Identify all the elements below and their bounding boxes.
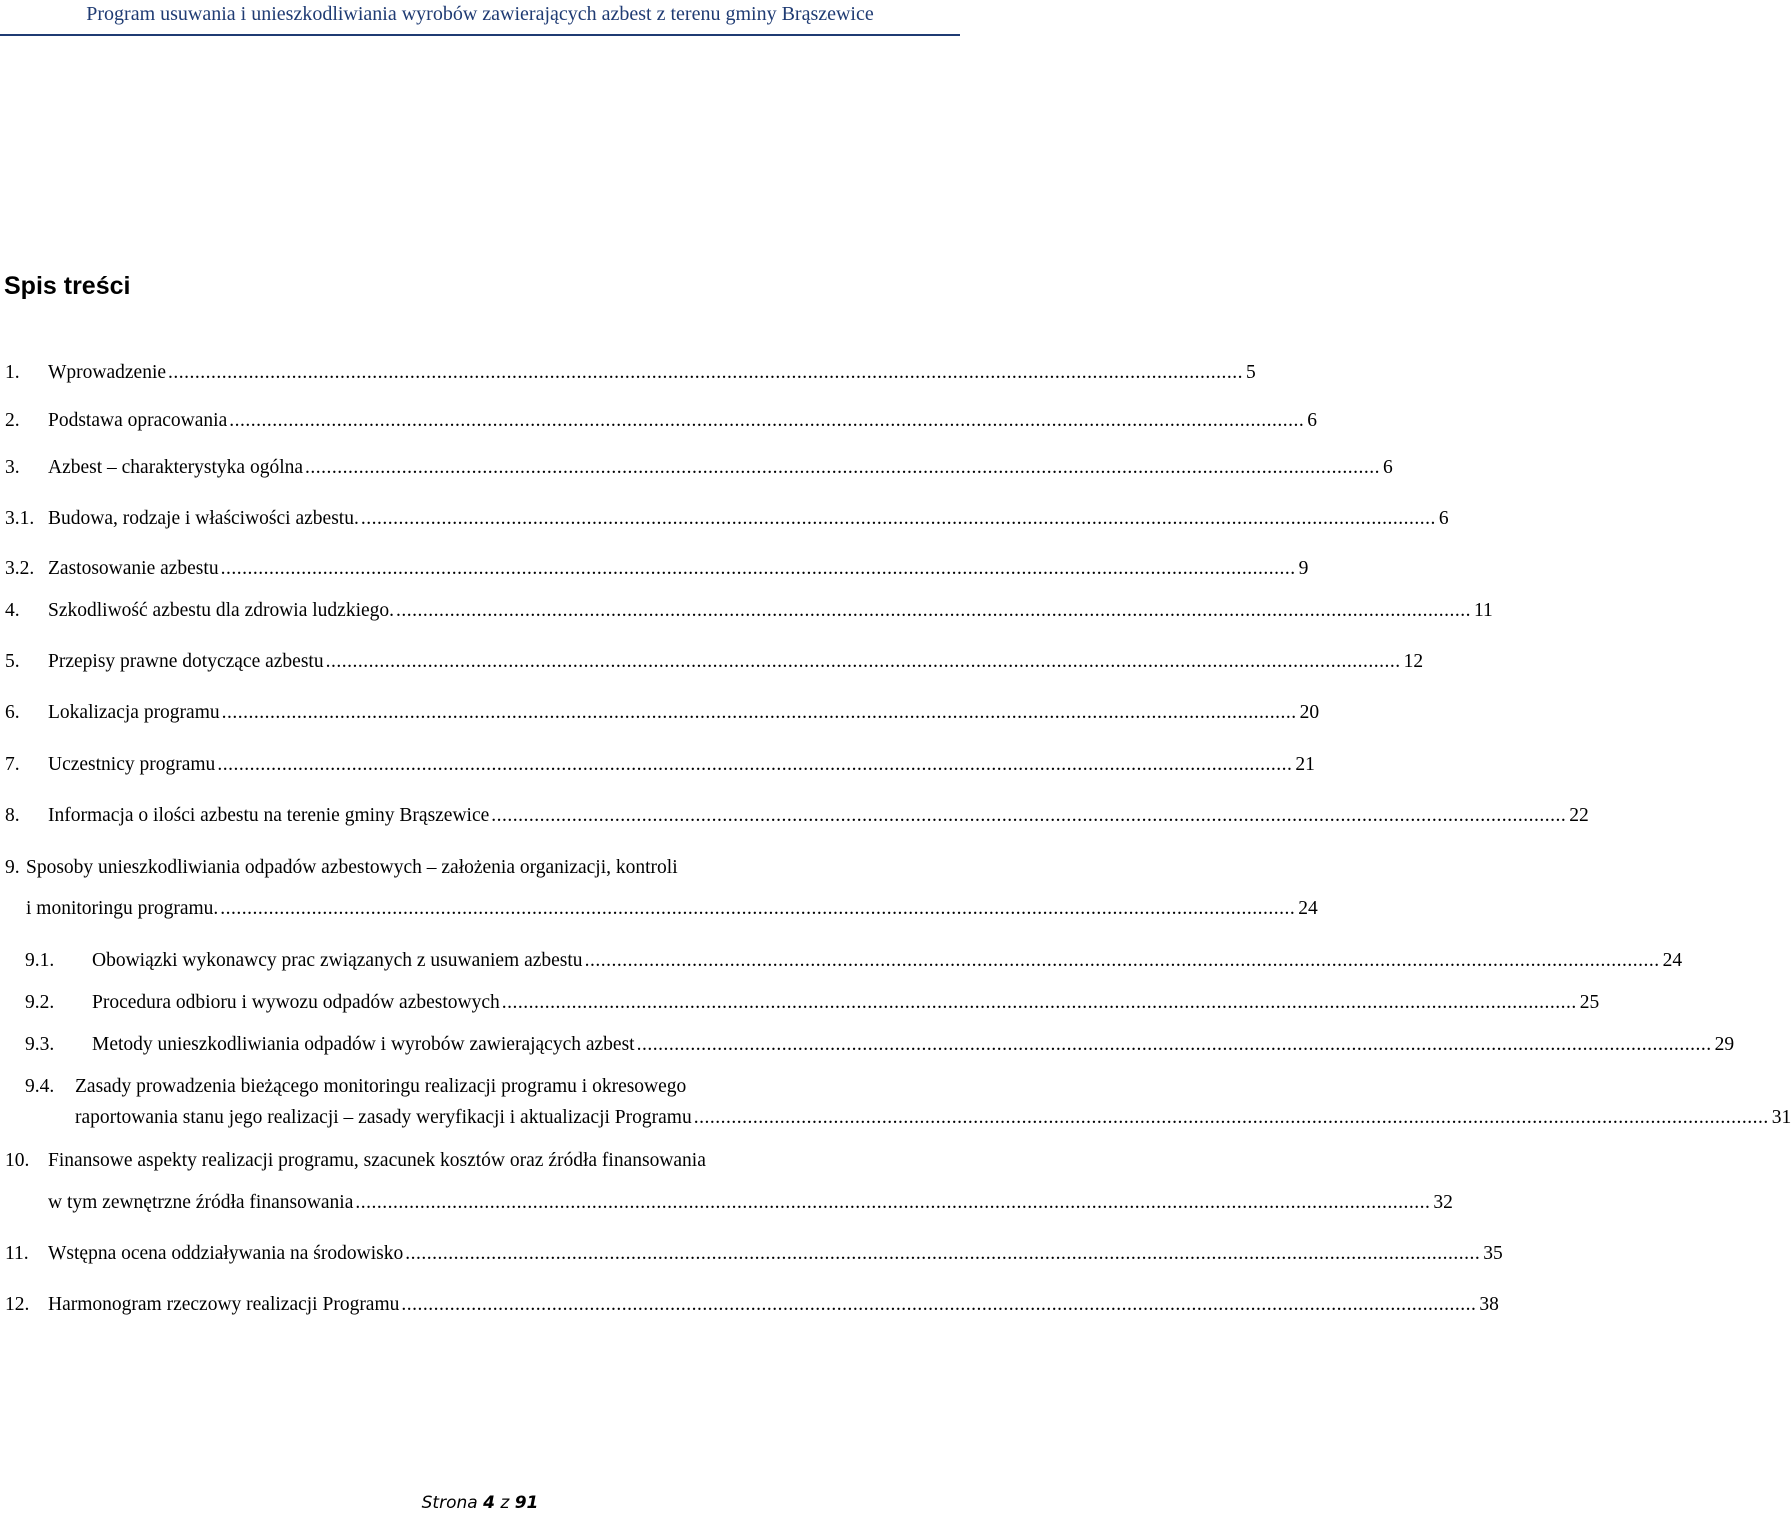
toc-entry[interactable] bbox=[0, 990, 1600, 1022]
toc-entry-number: 9.2. bbox=[25, 992, 55, 1013]
toc-entry-label-line1[interactable]: Sposoby unieszkodliwiania odpadów azbestowych – założenia organizacji, kontroli bbox=[26, 857, 678, 878]
toc-leader-dots: ........................................................................................................................................................................................................ bbox=[401, 1294, 1477, 1315]
toc-entry[interactable] bbox=[0, 1105, 1791, 1137]
toc-entry-label: Uczestnicy programu bbox=[48, 752, 217, 778]
toc-leader-dots: ........................................................................................................................................................................................................ bbox=[305, 457, 1381, 478]
toc-entry-label: Szkodliwość azbestu dla zdrowia ludzkiego. bbox=[48, 598, 396, 624]
toc-entry-number: 10. bbox=[5, 1150, 30, 1171]
toc-entry-number: 4. bbox=[5, 600, 20, 621]
toc-entry-label-line1[interactable]: Finansowe aspekty realizacji programu, szacunek kosztów oraz źródła finansowania bbox=[48, 1150, 706, 1171]
toc-entry-page-number: 24 bbox=[1295, 896, 1318, 922]
toc-leader-dots: ........................................................................................................................................................................................................ bbox=[229, 410, 1305, 431]
toc-entry-label: w tym zewnętrzne źródła finansowania bbox=[48, 1190, 355, 1216]
toc-leader-dots: ........................................................................................................................................................................................................ bbox=[168, 362, 1244, 383]
toc-entry-first-line bbox=[0, 1148, 960, 1180]
footer-current-page: 4 bbox=[483, 1493, 495, 1513]
toc-entry-first-line bbox=[0, 855, 960, 887]
toc-entry-label: Podstawa opracowania bbox=[48, 408, 229, 434]
toc-entry-number: 3. bbox=[5, 457, 20, 478]
toc-entry[interactable] bbox=[0, 700, 1320, 732]
toc-entry[interactable] bbox=[0, 1190, 1453, 1222]
toc-entry-page-number: 12 bbox=[1401, 649, 1424, 675]
toc-leader-dots: ........................................................................................................................................................................................................ bbox=[396, 600, 1472, 621]
toc-entry-label: Wprowadzenie bbox=[48, 360, 168, 386]
toc-entry-number: 3.2. bbox=[5, 558, 35, 579]
toc-entry-page-number: 32 bbox=[1430, 1190, 1453, 1216]
running-header: Program usuwania i unieszkodliwiania wyrobów zawierających azbest z terenu gminy Brąszewice bbox=[86, 3, 874, 25]
toc-entry-label: Azbest – charakterystyka ogólna bbox=[48, 455, 305, 481]
toc-entry-label: Informacja o ilości azbestu na terenie gminy Brąszewice bbox=[48, 803, 491, 829]
toc-entry[interactable] bbox=[0, 948, 1683, 980]
toc-entry-label: Wstępna ocena oddziaływania na środowisko bbox=[48, 1241, 405, 1267]
toc-leader-dots: ........................................................................................................................................................................................................ bbox=[355, 1192, 1431, 1213]
toc-leader-dots: ........................................................................................................................................................................................................ bbox=[360, 508, 1436, 529]
toc-entry-label: Przepisy prawne dotyczące azbestu bbox=[48, 649, 326, 675]
toc-entry-page-number: 31 bbox=[1769, 1105, 1791, 1131]
toc-entry-page-number: 35 bbox=[1480, 1241, 1503, 1267]
page-footer bbox=[0, 1492, 960, 1514]
toc-entry-number: 5. bbox=[5, 651, 20, 672]
toc-leader-dots: ........................................................................................................................................................................................................ bbox=[220, 898, 1296, 919]
toc-leader-dots: ........................................................................................................................................................................................................ bbox=[405, 1243, 1481, 1264]
toc-entry-number: 11. bbox=[5, 1243, 29, 1264]
toc-entry[interactable] bbox=[0, 598, 1493, 630]
toc-entry-page-number: 20 bbox=[1297, 700, 1320, 726]
footer-prefix: Strona bbox=[421, 1493, 478, 1513]
toc-leader-dots: ........................................................................................................................................................................................................ bbox=[491, 805, 1567, 826]
toc-entry-number: 9.4. bbox=[25, 1076, 55, 1097]
toc-entry-number: 12. bbox=[5, 1294, 30, 1315]
toc-entry-page-number: 6 bbox=[1304, 408, 1317, 434]
toc-entry-page-number: 25 bbox=[1577, 990, 1600, 1016]
footer-total-pages: 91 bbox=[514, 1493, 539, 1513]
toc-entry-first-line bbox=[0, 1074, 960, 1106]
toc-entry-number: 1. bbox=[5, 362, 20, 383]
toc-entry[interactable] bbox=[0, 455, 1393, 487]
toc-title: Spis treści bbox=[4, 272, 131, 300]
toc-entry[interactable] bbox=[0, 649, 1424, 681]
toc-entry-label: Budowa, rodzaje i właściwości azbestu. bbox=[48, 506, 361, 532]
toc-entry[interactable] bbox=[0, 506, 1449, 538]
toc-entry-page-number: 9 bbox=[1296, 556, 1309, 582]
toc-entry[interactable] bbox=[0, 896, 1318, 928]
toc-entry-page-number: 6 bbox=[1436, 506, 1449, 532]
toc-leader-dots: ........................................................................................................................................................................................................ bbox=[217, 754, 1293, 775]
header-rule bbox=[0, 34, 960, 36]
toc-entry-number: 3.1. bbox=[5, 508, 35, 529]
toc-entry-number: 9.1. bbox=[25, 950, 55, 971]
toc-entry-label: Procedura odbioru i wywozu odpadów azbestowych bbox=[92, 990, 502, 1016]
toc-entry[interactable] bbox=[0, 408, 1317, 440]
toc-leader-dots: ........................................................................................................................................................................................................ bbox=[584, 950, 1660, 971]
toc-leader-dots: ........................................................................................................................................................................................................ bbox=[693, 1107, 1769, 1128]
toc-entry-label: Obowiązki wykonawcy prac związanych z usuwaniem azbestu bbox=[92, 948, 585, 974]
toc-entry-number: 7. bbox=[5, 754, 20, 775]
toc-entry-page-number: 11 bbox=[1471, 598, 1493, 624]
toc-entry-page-number: 24 bbox=[1660, 948, 1683, 974]
toc-entry-page-number: 21 bbox=[1292, 752, 1315, 778]
toc-entry[interactable] bbox=[0, 1241, 1503, 1273]
toc-entry-number: 9. bbox=[5, 857, 20, 878]
toc-entry-label: i monitoringu programu. bbox=[26, 896, 220, 922]
toc-entry-label-line1[interactable]: Zasady prowadzenia bieżącego monitoringu realizacji programu i okresowego bbox=[75, 1076, 687, 1097]
toc-entry[interactable] bbox=[0, 752, 1315, 784]
toc-entry-label: Lokalizacja programu bbox=[48, 700, 222, 726]
toc-entry-page-number: 38 bbox=[1476, 1292, 1499, 1318]
toc-entry-label: Zastosowanie azbestu bbox=[48, 556, 221, 582]
toc-entry-number: 6. bbox=[5, 702, 20, 723]
footer-separator: z bbox=[500, 1493, 510, 1513]
toc-entry[interactable] bbox=[0, 360, 1256, 392]
toc-entry[interactable] bbox=[0, 1292, 1499, 1324]
toc-entry-page-number: 22 bbox=[1566, 803, 1589, 829]
toc-entry-number: 8. bbox=[5, 805, 20, 826]
toc-entry[interactable] bbox=[0, 803, 1589, 835]
toc-entry-number: 2. bbox=[5, 410, 20, 431]
toc-entry-page-number: 29 bbox=[1712, 1032, 1735, 1058]
toc-leader-dots: ........................................................................................................................................................................................................ bbox=[220, 558, 1296, 579]
toc-entry-page-number: 5 bbox=[1243, 360, 1256, 386]
toc-leader-dots: ........................................................................................................................................................................................................ bbox=[501, 992, 1577, 1013]
toc-entry[interactable] bbox=[0, 1032, 1735, 1064]
toc-entry-label: Harmonogram rzeczowy realizacji Programu bbox=[48, 1292, 401, 1318]
toc-entry-number: 9.3. bbox=[25, 1034, 55, 1055]
toc-leader-dots: ........................................................................................................................................................................................................ bbox=[636, 1034, 1712, 1055]
toc-entry-label: raportowania stanu jego realizacji – zasady weryfikacji i aktualizacji Programu bbox=[75, 1105, 694, 1131]
toc-leader-dots: ........................................................................................................................................................................................................ bbox=[221, 702, 1297, 723]
toc-entry[interactable] bbox=[0, 556, 1309, 588]
toc-entry-page-number: 6 bbox=[1380, 455, 1393, 481]
toc-entry-label: Metody unieszkodliwiania odpadów i wyrobów zawierających azbest bbox=[92, 1032, 637, 1058]
toc-leader-dots: ........................................................................................................................................................................................................ bbox=[325, 651, 1401, 672]
